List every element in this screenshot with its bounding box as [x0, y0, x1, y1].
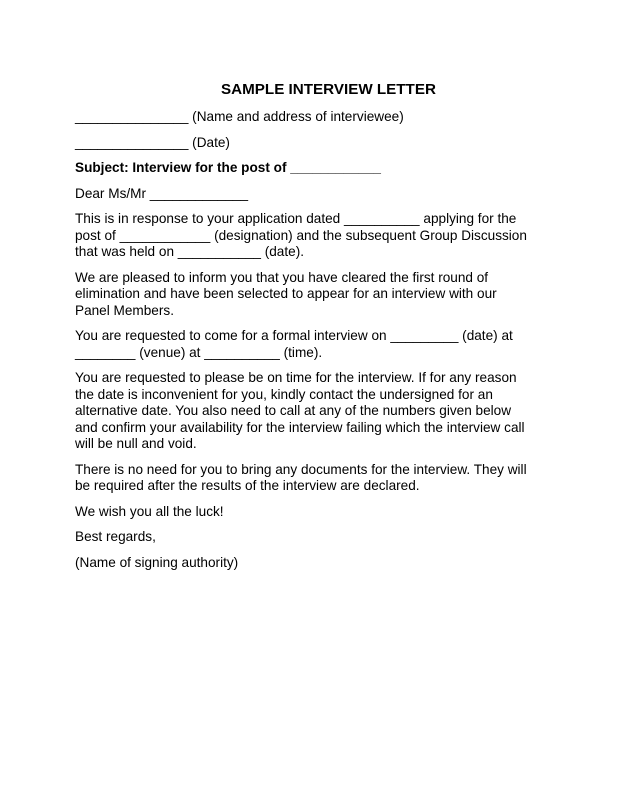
paragraph-application: This is in response to your application dated __________ applying for the post of ____________ (designation) and the subsequent Group Discussion that was held on ___________ (date). [75, 211, 527, 259]
paragraph-cleared-round: We are pleased to inform you that you have cleared the first round of elimination and have been selected to appear for an interview with our Panel Members. [75, 269, 497, 318]
paragraph-punctuality: You are requested to please be on time for the interview. If for any reason the date is inconvenient for you, kindly contact the undersigned for an alternative date. You also need to call at any of the numbers given below and confirm your availability for the interview failing which the interview call will be null and void. [75, 370, 525, 451]
paragraph-documents: There is no need for you to bring any documents for the interview. They will be required after the results of the interview are declared. [75, 461, 527, 493]
subject-line: Subject: Interview for the post of ____________ [75, 160, 381, 175]
signature-line: (Name of signing authority) [75, 554, 239, 570]
salutation: Dear Ms/Mr _____________ [75, 185, 249, 201]
date-line: _______________ (Date) [75, 134, 230, 150]
closing-line: Best regards, [75, 529, 156, 544]
wishes-line: We wish you all the luck! [75, 503, 224, 519]
letter-title: SAMPLE INTERVIEW LETTER [221, 81, 436, 98]
letter-page [75, 80, 570, 580]
paragraph-interview-schedule: You are requested to come for a formal interview on _________ (date) at ________ (venue) at __________ (time). [75, 328, 513, 360]
interviewee-address-line: _______________ (Name and address of interviewee) [75, 109, 404, 124]
